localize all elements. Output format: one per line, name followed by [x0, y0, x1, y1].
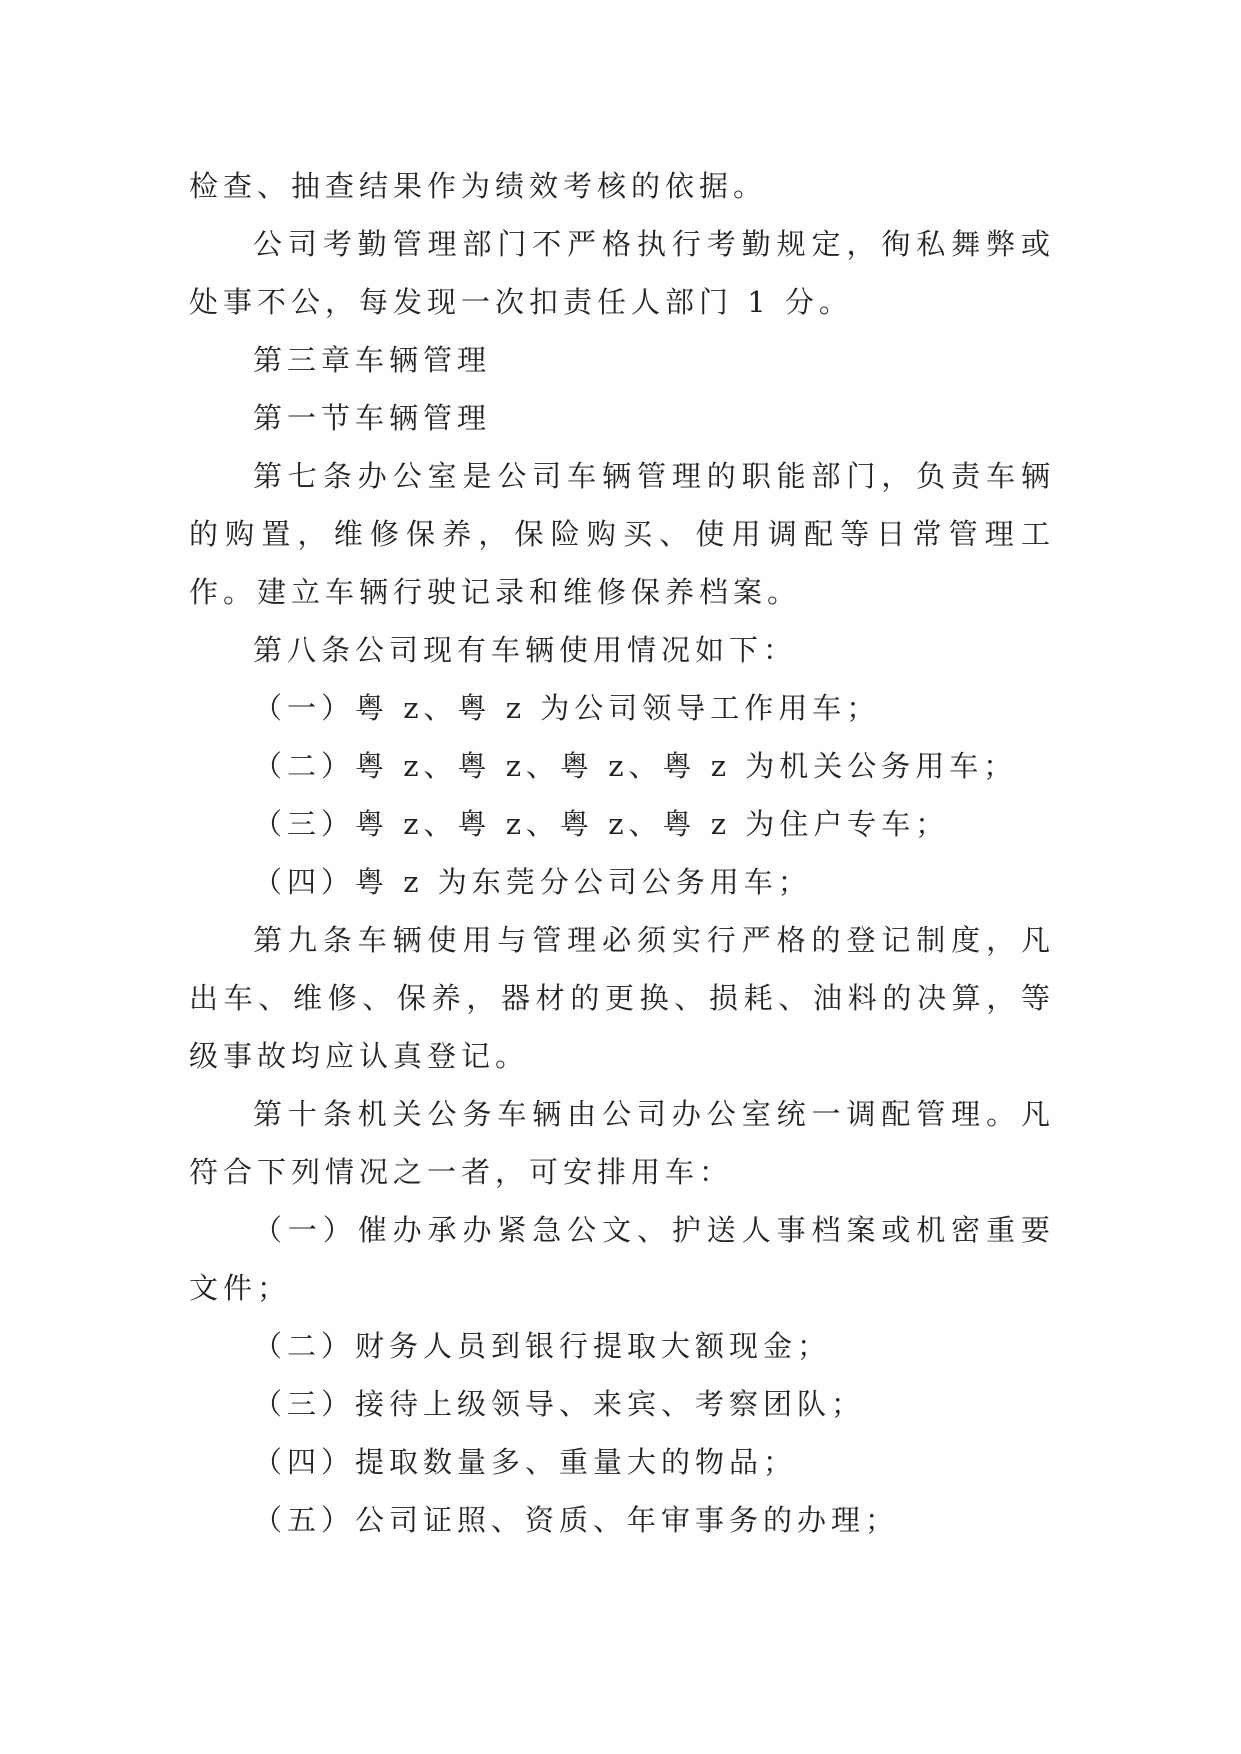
article-8-item-2: （二）粤 z、粤 z、粤 z、粤 z 为机关公务用车；: [253, 749, 1018, 783]
article-10-item-3: （三）接待上级领导、来宾、考察团队；: [253, 1387, 866, 1421]
article-10-item-5: （五）公司证照、资质、年审事务的办理；: [253, 1503, 900, 1537]
article-7: 第七条办公室是公司车辆管理的职能部门，负责车辆的购置，维修保养，保险购买、使用调配等日常管理工作。建立车辆行驶记录和维修保养档案。: [189, 459, 1055, 609]
article-10: 第十条机关公务车辆由公司办公室统一调配管理。凡符合下列情况之一者，可安排用车：: [189, 1097, 1055, 1189]
article-8-item-4: （四）粤 z 为东莞分公司公务用车；: [253, 865, 812, 899]
paragraph-continuation: 检查、抽查结果作为绩效考核的依据。: [189, 169, 768, 203]
article-8-item-1: （一）粤 z、粤 z 为公司领导工作用车；: [253, 691, 881, 725]
paragraph-attendance-penalty: 公司考勤管理部门不严格执行考勤规定，徇私舞弊或处事不公，每发现一次扣责任人部门 1 分。: [189, 227, 1055, 319]
article-10-item-4: （四）提取数量多、重量大的物品；: [253, 1445, 798, 1479]
article-8: 第八条公司现有车辆使用情况如下：: [253, 633, 798, 667]
article-10-item-2: （二）财务人员到银行提取大额现金；: [253, 1329, 832, 1363]
article-8-item-3: （三）粤 z、粤 z、粤 z、粤 z 为住户专车；: [253, 807, 950, 841]
chapter-heading: 第三章车辆管理: [253, 343, 492, 377]
article-9: 第九条车辆使用与管理必须实行严格的登记制度，凡出车、维修、保养，器材的更换、损耗、油料的决算，等级事故均应认真登记。: [189, 923, 1055, 1073]
section-heading: 第一节车辆管理: [253, 401, 492, 435]
article-10-item-1: （一）催办承办紧急公文、护送人事档案或机密重要文件；: [189, 1213, 1055, 1305]
document-body: [189, 157, 1055, 1549]
